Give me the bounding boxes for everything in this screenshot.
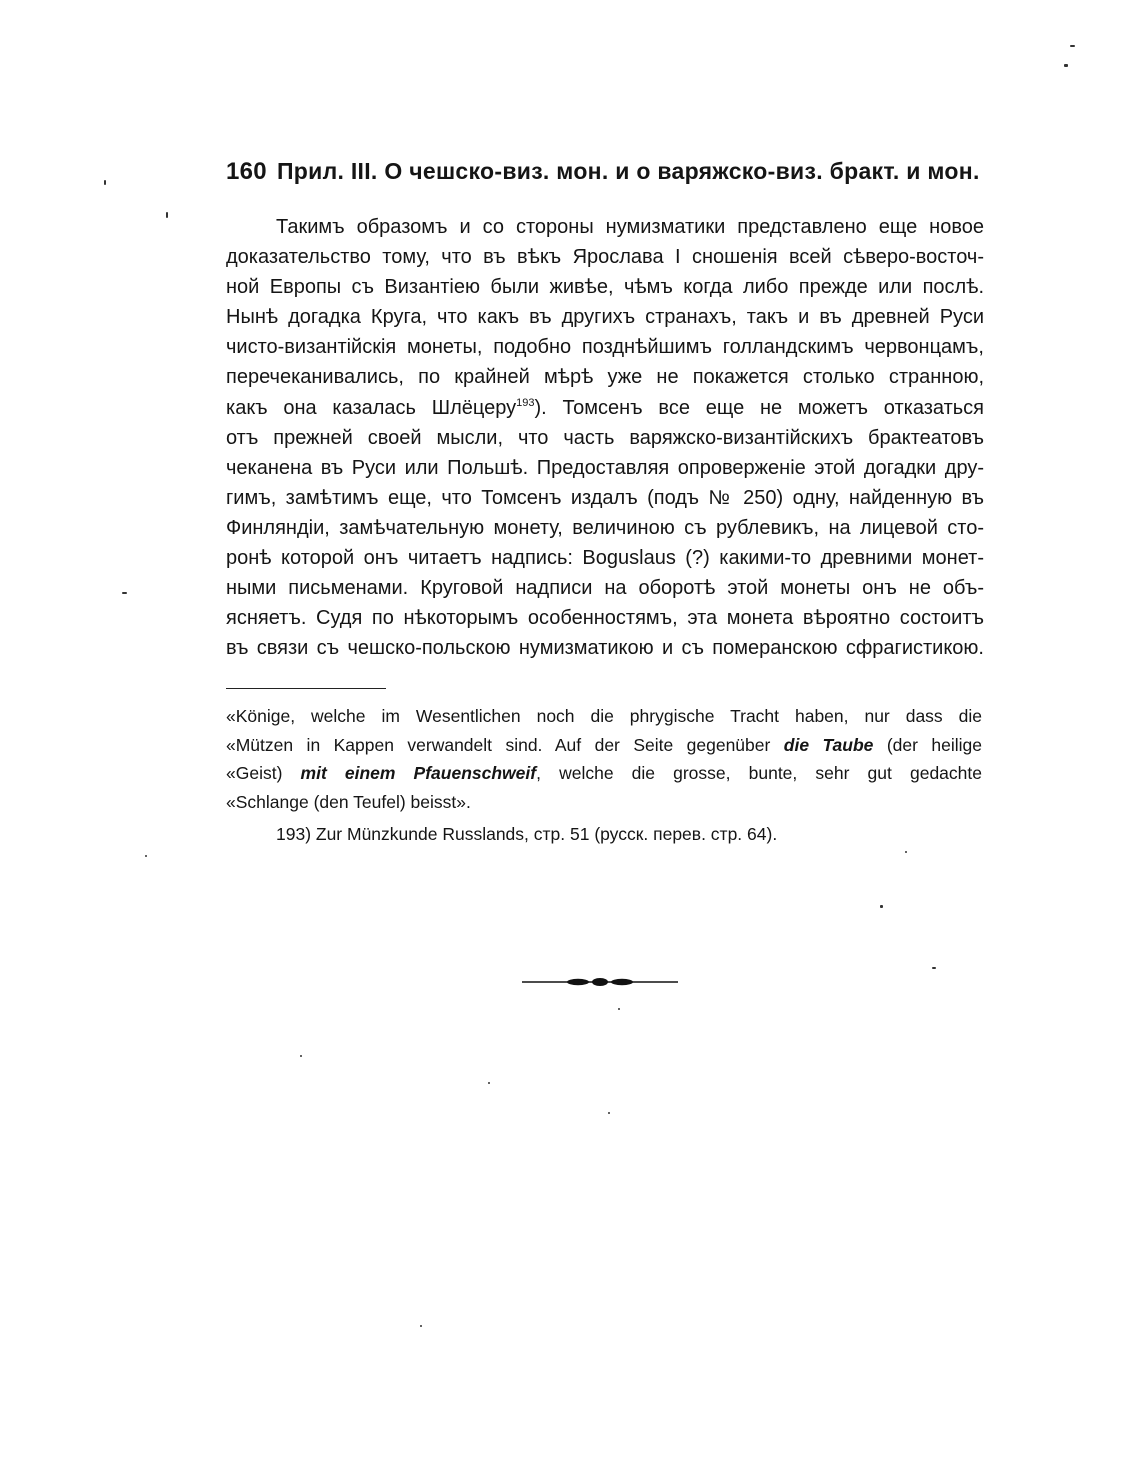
scan-speck xyxy=(880,905,883,908)
scan-speck xyxy=(122,592,127,594)
ornament-divider xyxy=(520,972,680,992)
text-line xyxy=(226,393,984,423)
scan-speck xyxy=(300,1055,302,1057)
text-fragment: какъ она казалась Шлёцеру xyxy=(226,396,517,419)
scan-speck xyxy=(166,212,168,218)
italic-fragment: die Taube xyxy=(783,734,874,755)
text-line: въ связи съ чешско-польскою нумизматикою и съ померанскою сфрагистикою. xyxy=(226,637,984,660)
text-line: ясняетъ. Судя по нѣкоторымъ особенностямъ, эта монета вѣроятно состоитъ xyxy=(226,607,984,630)
footnote-marker: 193 xyxy=(516,396,535,409)
text-fragment: , welche die grosse, bunte, sehr gut gedachte xyxy=(536,763,982,783)
scan-speck xyxy=(1064,64,1068,67)
scan-speck xyxy=(488,1082,490,1084)
text-line: Финляндіи, замѣчательную монету, величиною съ рублевикъ, на лицевой сто- xyxy=(226,516,984,539)
scan-speck xyxy=(608,1112,610,1114)
text-line: чеканена въ Руси или Польшѣ. Предоставляя опроверженіе этой догадки дру- xyxy=(226,456,984,479)
text-line: ными письменами. Круговой надписи на оборотѣ этой монеты онъ не объ- xyxy=(226,577,984,600)
footnote-line: «Schlange (den Teufel) beisst». xyxy=(226,791,471,812)
scan-speck xyxy=(1070,45,1075,47)
scan-speck xyxy=(905,851,907,853)
footnote-reference: 193) Zur Münzkunde Russlands, стр. 51 (русск. перев. стр. 64). xyxy=(276,824,778,844)
text-line: гимъ, замѣтимъ еще, что Томсенъ издалъ (подъ № 250) одну, найденную въ xyxy=(226,486,984,509)
text-fragment: ). Томсенъ все еще не можетъ отказаться xyxy=(534,396,984,419)
text-line: перечеканивались, по крайней мѣрѣ уже не покажется столько странною, xyxy=(226,366,984,389)
italic-fragment: mit einem Pfauenschweif xyxy=(300,763,537,783)
text-fragment: (der heilige xyxy=(873,734,982,755)
text-line: Нынѣ догадка Круга, что какъ въ другихъ странахъ, такъ и въ древней Руси xyxy=(226,306,984,329)
text-line: ронѣ которой онъ читаетъ надпись: Boguslaus (?) какими-то древними монет- xyxy=(226,547,984,570)
footnote-line xyxy=(226,759,982,788)
text-line: Такимъ образомъ и со стороны нумизматики представлено еще новое xyxy=(276,216,984,238)
main-paragraph xyxy=(226,212,984,663)
running-header xyxy=(226,158,986,186)
text-line: ной Европы съ Византіею были живѣе, чѣмъ когда либо прежде или послѣ. xyxy=(226,276,984,299)
footnote-line xyxy=(226,731,982,760)
header-title: Прил. III. О чешско-виз. мон. и о варяжско-виз. бракт. и мон. xyxy=(276,158,980,184)
scan-speck xyxy=(420,1325,422,1327)
text-line: доказательство тому, что въ вѣкъ Ярослава I сношенія всей сѣверо-восточ- xyxy=(226,246,984,269)
page-number: 160 xyxy=(226,158,267,185)
text-line: чисто-византійскія монеты, подобно позднѣйшимъ голландскимъ червонцамъ, xyxy=(226,336,984,359)
footnote-line: «Könige, welche im Wesentlichen noch die phrygische Tracht haben, nur dass die xyxy=(226,706,982,726)
footnote-separator xyxy=(226,688,386,689)
scan-speck xyxy=(932,967,936,969)
text-fragment: «Mützen in Kappen verwandelt sind. Auf der Seite gegenüber xyxy=(226,734,784,755)
text-line: отъ прежней своей мысли, что часть варяжско-византійскихъ брактеатовъ xyxy=(226,426,984,449)
scan-speck xyxy=(104,180,106,185)
scan-speck xyxy=(145,855,147,857)
text-fragment: «Geist) xyxy=(226,763,301,783)
footnotes xyxy=(226,702,982,849)
scan-speck xyxy=(618,1008,620,1010)
